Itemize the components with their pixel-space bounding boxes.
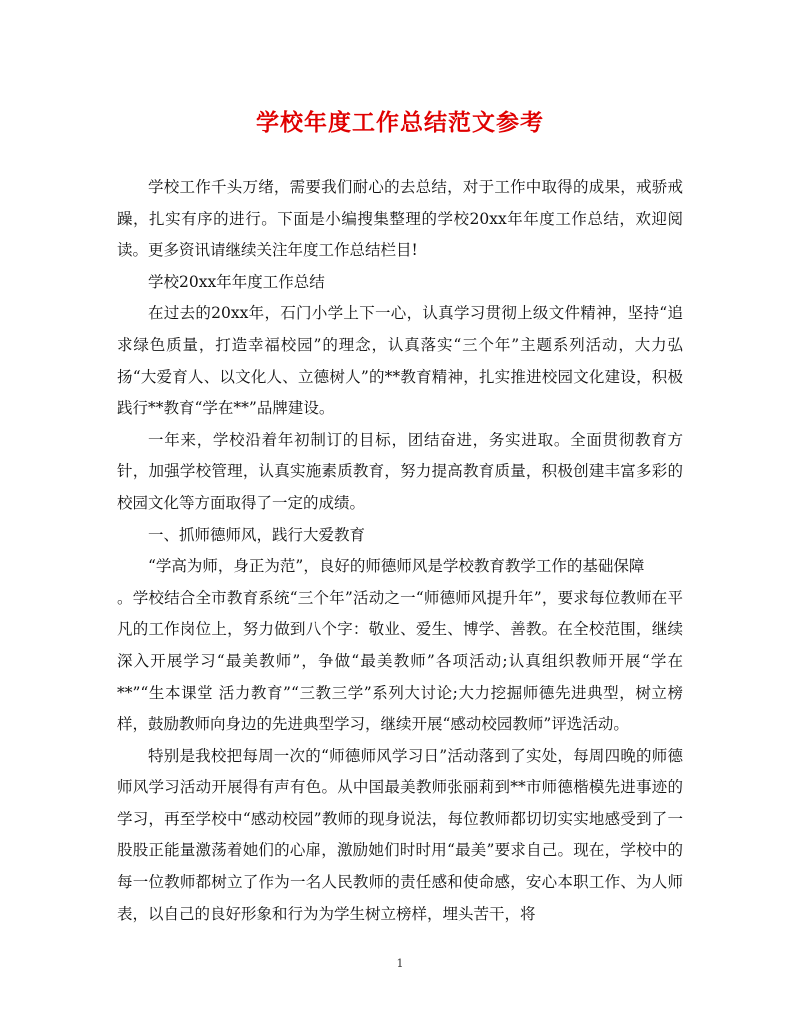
body-paragraph: “学高为师，身正为范”，良好的师德师风是学校教育教学工作的基础保障 (148, 557, 645, 576)
page-number: 1 (396, 957, 404, 970)
document-body (117, 172, 683, 930)
section-heading: 一、抓师德师风，践行大爱教育 (148, 525, 366, 544)
body-paragraph: 一年来，学校沿着年初制订的目标，团结奋进，务实进取。全面贯彻教育方针，加强学校管理，认真实施素质教育，努力提高教育质量，积极创建丰富多彩的校园文化等方面取得了一定的成绩。 (117, 430, 683, 512)
body-paragraph-continuation: 。学校结合全市教育系统“三个年”活动之一“师德师风提升年”，要求每位教师在平凡的工作岗位上，努力做到八个字：敬业、爱生、博学、善教。在全校范围，继续深入开展学习“最美教师”，争做“最美教师”各项活动;认真组织教师开展“学在**”“生本课堂 活力教育”“三教三学”系列大讨论;大力挖掘师德先进典型，树立榜样，鼓励教师向身边的先进典型学习，继续开展“感动校园教师”评选活动。 (117, 588, 683, 734)
body-paragraph: 在过去的20xx年，石门小学上下一心，认真学习贯彻上级文件精神，坚持“追求绿色质量，打造幸福校园”的理念，认真落实“三个年”主题系列活动，大力弘扬“大爱育人、以文化人、立德树人”的**教育精神，扎实推进校园文化建设，积极践行**教育“学在**”品牌建设。 (117, 304, 683, 418)
body-paragraph: 特别是我校把每周一次的“师德师风学习日”活动落到了实处，每周四晚的师德师风学习活动开展得有声有色。从中国最美教师张丽莉到**市师德楷模先进事迹的学习，再至学校中“感动校园”教师的现身说法，每位教师都切切实实地感受到了一股股正能量激荡着她们的心扉，激励她们时时用“最美”要求自己。现在，学校中的每一位教师都树立了作为一名人民教师的责任感和使命感，安心本职工作、为人师表，以自己的良好形象和行为为学生树立榜样，埋头苦干，将 (117, 746, 683, 923)
document-title: 学校年度工作总结范文参考 (256, 109, 544, 136)
intro-paragraph: 学校工作千头万绪，需要我们耐心的去总结，对于工作中取得的成果，戒骄戒躁，扎实有序的进行。下面是小编搜集整理的学校20xx年年度工作总结，欢迎阅读。更多资讯请继续关注年度工作总结栏目! (117, 178, 683, 260)
subtitle-paragraph: 学校20xx年年度工作总结 (148, 272, 325, 291)
